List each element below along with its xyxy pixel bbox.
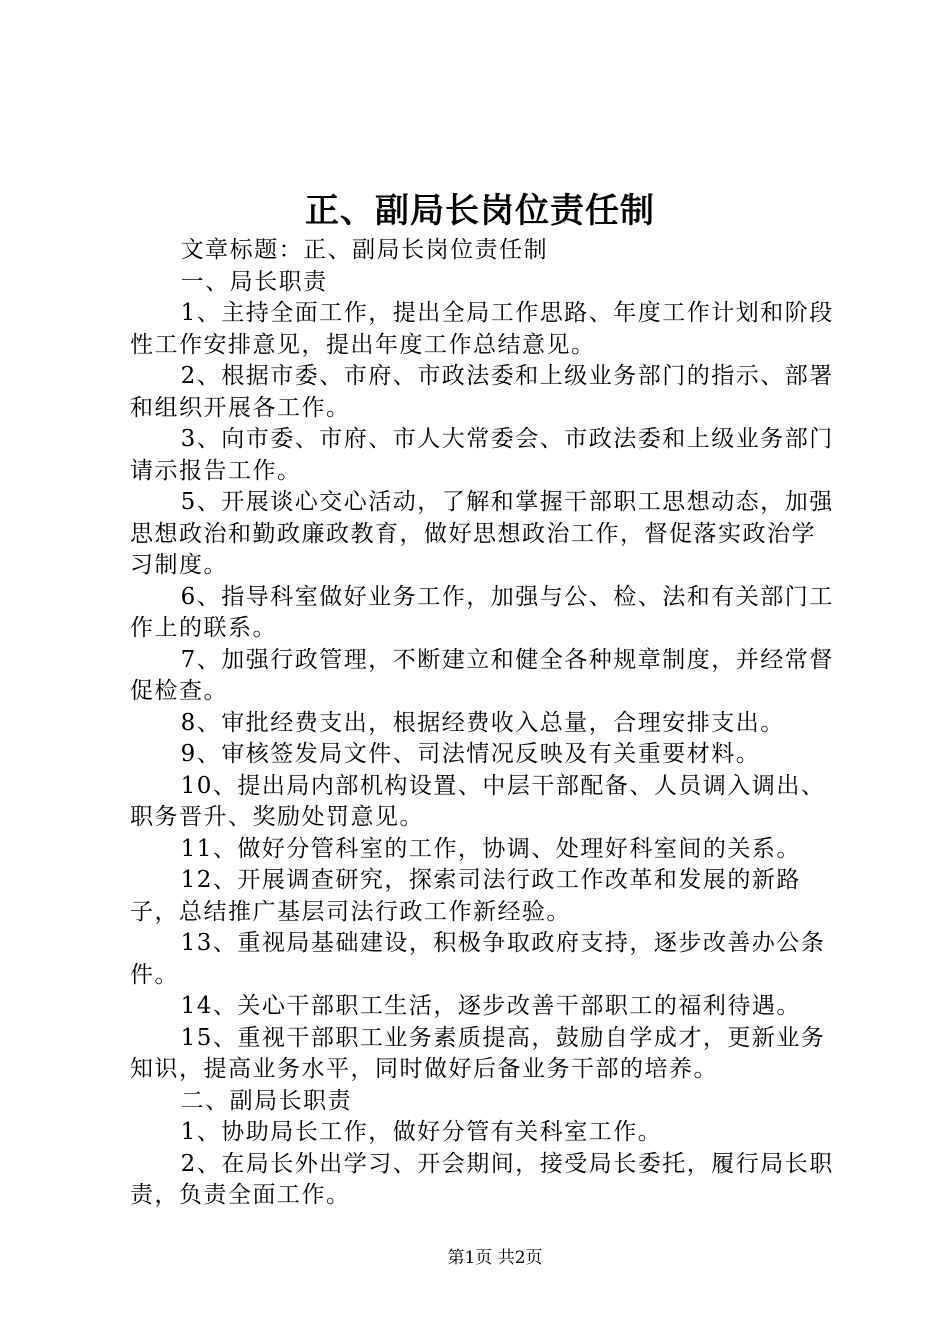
paragraph: 8、审批经费支出，根据经费收入总量，合理安排支出。 <box>180 709 785 736</box>
paragraph: 14、关心干部职工生活，逐步改善干部职工的福利待遇。 <box>180 993 801 1019</box>
paragraph: 文章标题：正、副局长岗位责任制 <box>180 237 549 263</box>
page-number-footer: 第1页 共2页 <box>447 1248 543 1268</box>
section-heading: 二、副局长职责 <box>180 1087 353 1114</box>
paragraph: 2、根据市委、市府、市政法委和上级业务部门的指示、部署和组织开展各工作。 <box>130 363 834 421</box>
page-title: 正、副局长岗位责任制 <box>305 191 655 231</box>
paragraph: 12、开展调查研究，探索司法行政工作改革和发展的新路子，总结推广基层司法行政工作新经验。 <box>130 867 801 925</box>
section-heading: 一、局长职责 <box>180 268 328 295</box>
paragraph: 13、重视局基础建设，积极争取政府支持，逐步改善办公条件。 <box>130 930 826 988</box>
paragraph: 6、指导科室做好业务工作，加强与公、检、法和有关部门工作上的联系。 <box>130 583 834 641</box>
paragraph: 5、开展谈心交心活动，了解和掌握干部职工思想动态，加强思想政治和勤政廉政教育，做好思想政治工作，督促落实政治学习制度。 <box>130 489 834 578</box>
paragraph: 7、加强行政管理，不断建立和健全各种规章制度，并经常督促检查。 <box>130 646 834 704</box>
paragraph: 10、提出局内部机构设置、中层干部配备、人员调入调出、职务晋升、奖励处罚意见。 <box>130 772 826 830</box>
paragraph: 1、主持全面工作，提出全局工作思路、年度工作计划和阶段性工作安排意见，提出年度工作总结意见。 <box>130 300 834 358</box>
paragraph: 11、做好分管科室的工作，协调、处理好科室间的关系。 <box>180 835 801 862</box>
paragraph: 3、向市委、市府、市人大常委会、市政法委和上级业务部门请示报告工作。 <box>130 426 834 484</box>
document-body <box>130 235 835 1212</box>
paragraph: 9、审核签发局文件、司法情况反映及有关重要材料。 <box>180 741 761 767</box>
paragraph: 1、协助局长工作，做好分管有关科室工作。 <box>180 1119 663 1145</box>
paragraph: 15、重视干部职工业务素质提高，鼓励自学成才，更新业务知识，提高业务水平，同时做好后备业务干部的培养。 <box>130 1024 826 1082</box>
paragraph: 2、在局长外出学习、开会期间，接受局长委托，履行局长职责，负责全面工作。 <box>130 1150 834 1208</box>
